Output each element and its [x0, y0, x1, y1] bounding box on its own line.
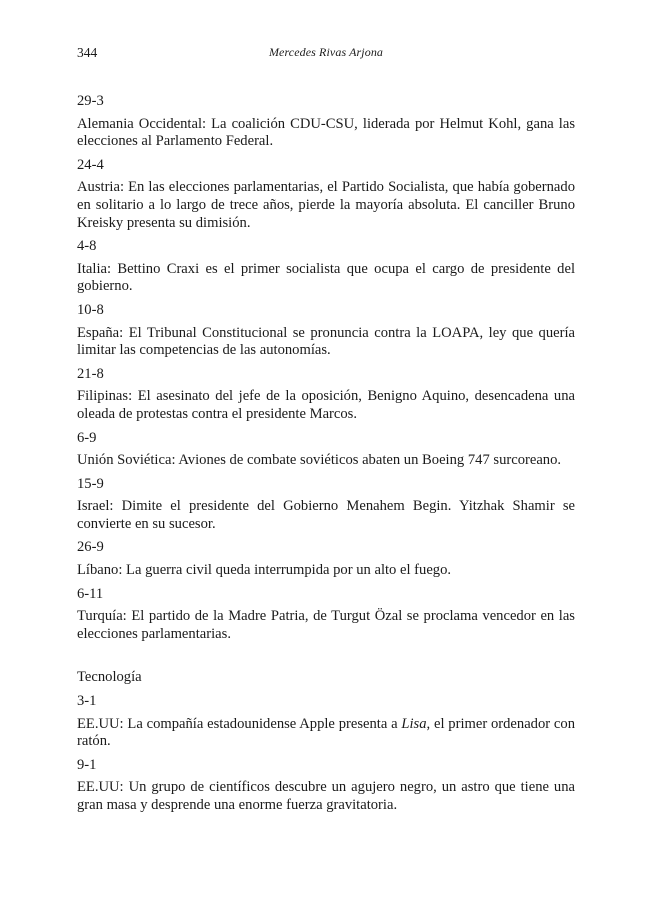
- entry-country: EE.UU:: [77, 779, 124, 796]
- entry-text: [77, 562, 575, 580]
- entry-text: [77, 716, 575, 751]
- technology-entry: [77, 693, 575, 751]
- entry-description: Bettino Craxi es el primer socialista que ocupa el cargo de presidente del gobierno.: [77, 260, 575, 295]
- entry-date: 9-1: [77, 756, 97, 773]
- chronology-entry: [77, 238, 575, 296]
- entry-description: El Tribunal Constitucional se pronuncia contra la LOAPA, ley que quería limitar las competencias de las autonomías.: [77, 324, 575, 359]
- entry-country: Líbano:: [77, 562, 123, 579]
- page-header: [77, 45, 575, 65]
- entry-date: 6-11: [77, 585, 104, 602]
- running-head: Mercedes Rivas Arjona: [268, 45, 384, 59]
- entry-description: La coalición CDU-CSU, liderada por Helmut Kohl, gana las elecciones al Parlamento Federal.: [77, 115, 576, 150]
- chronology-entry: [77, 539, 575, 579]
- entry-date: 3-1: [77, 693, 97, 710]
- entry-description: En las elecciones parlamentarias, el Partido Socialista, que había gobernado en solitario a lo largo de trece años, pierde la mayoría absoluta. El canciller Bruno Kreisky presenta su dimisión.: [77, 179, 575, 231]
- entry-date: 10-8: [77, 301, 104, 318]
- entry-date: 21-8: [77, 365, 104, 382]
- entry-date: 26-9: [77, 539, 104, 556]
- entry-country: Austria:: [77, 179, 125, 196]
- product-name: Lisa: [401, 715, 427, 732]
- entry-country: Alemania Occidental:: [77, 115, 207, 132]
- entry-description: Aviones de combate soviéticos abaten un Boeing 747 surcoreano.: [175, 452, 562, 469]
- entry-text: [77, 779, 575, 814]
- entry-country: Italia:: [77, 260, 112, 277]
- entry-country: Israel:: [77, 498, 114, 515]
- chronology-entry: [77, 93, 575, 151]
- entry-text: [77, 261, 575, 296]
- entry-text: [77, 325, 575, 360]
- entry-country: Unión Soviética:: [77, 452, 176, 469]
- entry-country: EE.UU:: [77, 715, 124, 732]
- entry-text: [77, 388, 575, 423]
- entry-description: La guerra civil queda interrumpida por un alto el fuego.: [122, 562, 452, 579]
- entry-text: [77, 608, 575, 643]
- entry-description: El asesinato del jefe de la oposición, Benigno Aquino, desencadena una oleada de protestas contra el presidente Marcos.: [77, 388, 575, 422]
- section-title-technology: Tecnología: [77, 669, 142, 686]
- entry-country: Turquía:: [77, 608, 127, 625]
- chronology-entry: [77, 366, 575, 424]
- entry-date: 4-8: [77, 238, 97, 255]
- entry-date: 24-4: [77, 156, 104, 173]
- entry-country: Filipinas:: [77, 388, 133, 405]
- entry-country: España:: [77, 324, 124, 341]
- entry-date: 6-9: [77, 429, 97, 446]
- entry-text: [77, 498, 575, 533]
- entry-description-end: , el primer ordenador con ratón.: [77, 715, 575, 750]
- entry-date: 15-9: [77, 475, 104, 492]
- chronology-entry: [77, 302, 575, 360]
- page-number: 344: [77, 45, 98, 60]
- entry-description: Un grupo de científicos descubre un agujero negro, un astro que tiene una gran masa y desprende una enorme fuerza gravitatoria.: [77, 779, 575, 813]
- entry-description: El partido de la Madre Patria, de Turgut Özal se proclama vencedor en las elecciones parlamentarias.: [77, 608, 575, 642]
- entry-text: [77, 179, 575, 232]
- chronology-entry: [77, 157, 575, 232]
- entry-description: Dimite el presidente del Gobierno Menahem Begin. Yitzhak Shamir se convierte en su sucesor.: [77, 498, 575, 532]
- entry-date: 29-3: [77, 93, 104, 109]
- entry-description: La compañía estadounidense Apple presenta a: [123, 715, 402, 732]
- chronology-entry: [77, 430, 575, 470]
- chronology-content: [77, 93, 575, 821]
- entry-text: [77, 116, 575, 151]
- chronology-entry: [77, 476, 575, 534]
- section-spacer: [77, 649, 575, 669]
- entry-text: [77, 452, 575, 470]
- chronology-entry: [77, 586, 575, 644]
- technology-entry: [77, 757, 575, 815]
